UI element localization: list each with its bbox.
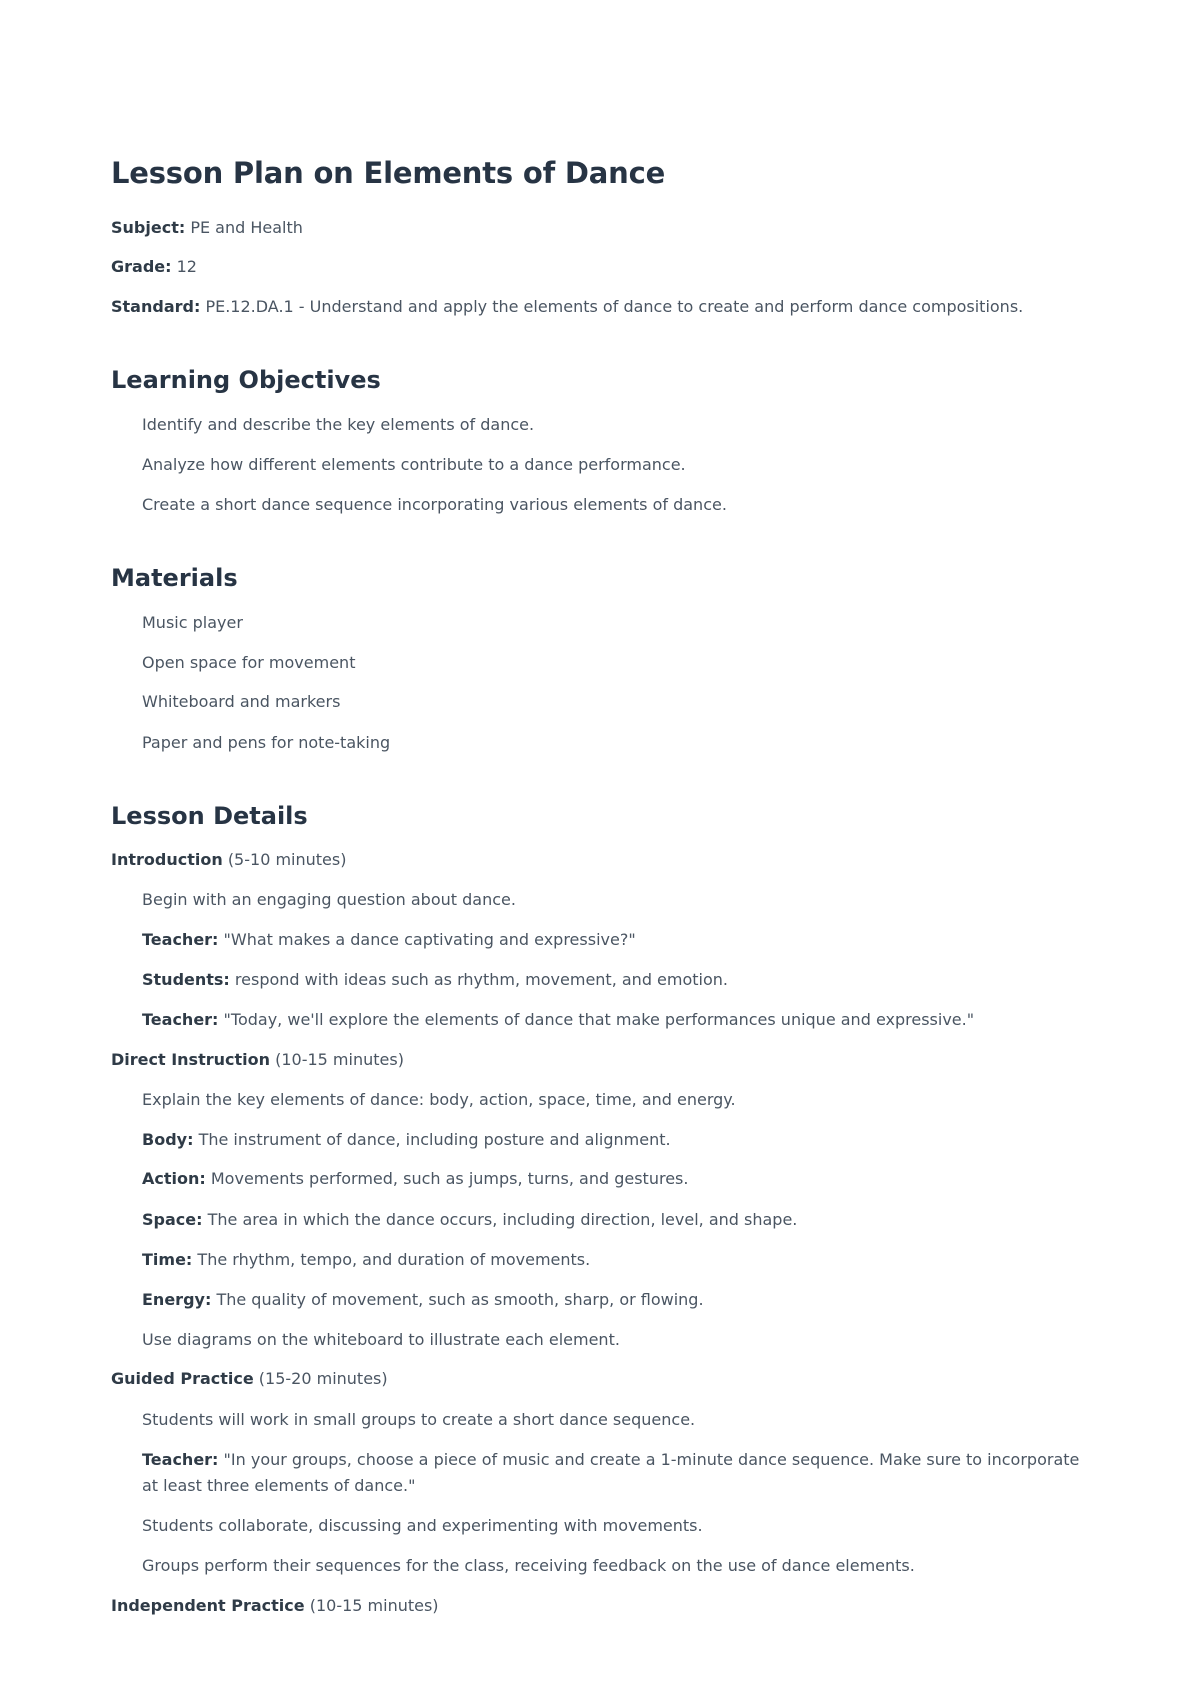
- direct-instruction-heading: [111, 1052, 404, 1068]
- objective-item: Identify and describe the key elements of dance.: [142, 415, 535, 434]
- standard-label: Standard:: [111, 297, 201, 316]
- instruction-line: [142, 1212, 797, 1228]
- speaker-label: Teacher:: [142, 930, 219, 949]
- instruction-line: [142, 1292, 704, 1308]
- section-duration: (15-20 minutes): [258, 1369, 388, 1388]
- material-item: Paper and pens for note-taking: [142, 733, 391, 752]
- intro-line: [142, 932, 636, 948]
- intro-line: Begin with an engaging question about dance.: [142, 890, 516, 909]
- instruction-line: [142, 1171, 688, 1187]
- speaker-text: "What makes a dance captivating and expressive?": [223, 930, 636, 949]
- speaker-label: Teacher:: [142, 1450, 219, 1469]
- element-label: Body:: [142, 1130, 194, 1149]
- instruction-line: Use diagrams on the whiteboard to illustrate each element.: [142, 1330, 620, 1349]
- element-label: Action:: [142, 1169, 206, 1188]
- practice-line: Students collaborate, discussing and experimenting with movements.: [142, 1516, 703, 1535]
- objective-item: Create a short dance sequence incorporating various elements of dance.: [142, 495, 727, 514]
- intro-line: [142, 1012, 974, 1028]
- section-label: Direct Instruction: [111, 1050, 271, 1069]
- material-item: Whiteboard and markers: [142, 692, 341, 711]
- element-label: Time:: [142, 1250, 193, 1269]
- speaker-label: Teacher:: [142, 1010, 219, 1029]
- section-duration: (5-10 minutes): [227, 850, 347, 869]
- grade-line: [111, 259, 197, 275]
- instruction-line: [142, 1132, 671, 1148]
- material-item: Music player: [142, 613, 243, 632]
- grade-value: 12: [176, 257, 197, 276]
- guided-practice-heading: [111, 1371, 388, 1387]
- section-label: Independent Practice: [111, 1596, 305, 1615]
- element-text: The rhythm, tempo, and duration of movements.: [197, 1250, 591, 1269]
- page-title: Lesson Plan on Elements of Dance: [111, 156, 666, 190]
- section-label: Guided Practice: [111, 1369, 254, 1388]
- subject-value: PE and Health: [190, 218, 303, 237]
- element-label: Space:: [142, 1210, 203, 1229]
- materials-heading: Materials: [111, 564, 238, 592]
- standard-line: [111, 299, 1023, 315]
- section-duration: (10-15 minutes): [309, 1596, 439, 1615]
- subject-line: [111, 220, 303, 236]
- independent-practice-heading: [111, 1598, 439, 1614]
- instruction-line: Explain the key elements of dance: body, action, space, time, and energy.: [142, 1090, 736, 1109]
- objective-item: Analyze how different elements contribute to a dance performance.: [142, 455, 686, 474]
- material-item: Open space for movement: [142, 653, 356, 672]
- speaker-label: Students:: [142, 970, 230, 989]
- speaker-text: respond with ideas such as rhythm, movement, and emotion.: [234, 970, 729, 989]
- section-duration: (10-15 minutes): [275, 1050, 404, 1069]
- intro-line: [142, 972, 728, 988]
- speaker-text: "In your groups, choose a piece of music and create a 1-minute dance sequence. Make sure to incorporate at least three elements of dance.": [142, 1450, 1080, 1495]
- practice-line: Students will work in small groups to create a short dance sequence.: [142, 1410, 696, 1429]
- details-heading: Lesson Details: [111, 802, 308, 830]
- grade-label: Grade:: [111, 257, 172, 276]
- speaker-text: "Today, we'll explore the elements of dance that make performances unique and expressive.": [223, 1010, 975, 1029]
- element-text: The area in which the dance occurs, including direction, level, and shape.: [207, 1210, 798, 1229]
- standard-value: PE.12.DA.1 - Understand and apply the elements of dance to create and perform dance compositions.: [205, 297, 1024, 316]
- section-label: Introduction: [111, 850, 223, 869]
- instruction-line: [142, 1252, 590, 1268]
- introduction-heading: [111, 852, 346, 868]
- element-label: Energy:: [142, 1290, 212, 1309]
- element-text: Movements performed, such as jumps, turns, and gestures.: [210, 1169, 689, 1188]
- objectives-heading: Learning Objectives: [111, 366, 381, 394]
- subject-label: Subject:: [111, 218, 186, 237]
- element-text: The quality of movement, such as smooth, sharp, or flowing.: [216, 1290, 704, 1309]
- element-text: The instrument of dance, including posture and alignment.: [198, 1130, 671, 1149]
- practice-line: [142, 1447, 1092, 1499]
- practice-line: Groups perform their sequences for the class, receiving feedback on the use of dance elements.: [142, 1556, 915, 1575]
